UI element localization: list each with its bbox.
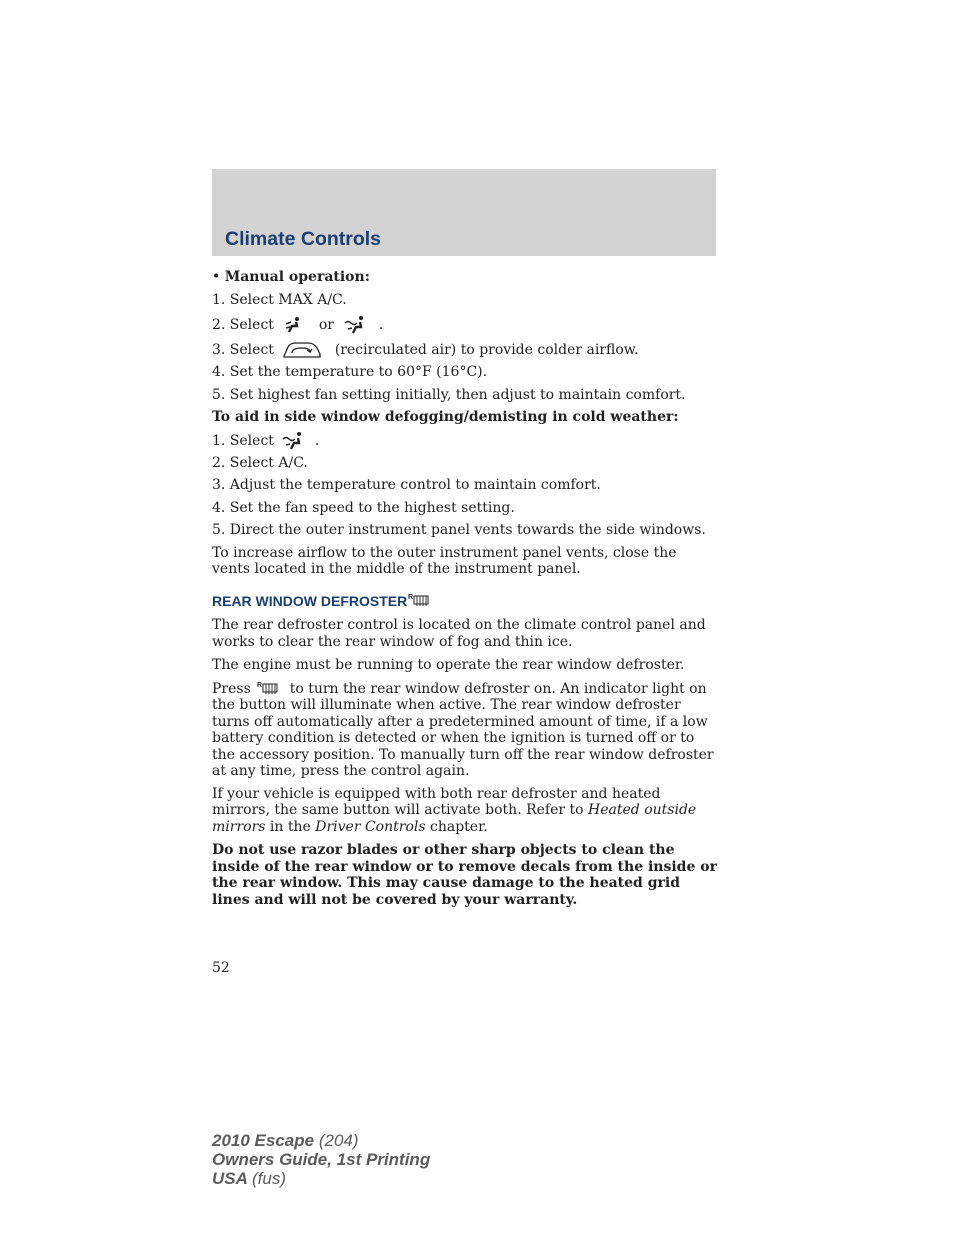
manual-operation-heading xyxy=(212,269,718,286)
document-footer xyxy=(212,1131,430,1188)
rear-defroster-paragraph-4: If your vehicle is equipped with both rear defroster and heated mirrors, the same button will activate both. Refer to Heated outside mirrors in the Driver Controls chapter. xyxy=(212,785,697,835)
rear-defrost-icon xyxy=(408,593,430,607)
manual-step-5: 5. Set highest fan setting initially, then adjust to maintain comfort. xyxy=(212,386,686,403)
side-step-4: 4. Set the fan speed to the highest setting. xyxy=(212,499,515,516)
page-content xyxy=(212,268,718,908)
side-step-1: 1. Select . xyxy=(212,432,320,449)
rear-defroster-heading: REAR WINDOW DEFROSTER R xyxy=(212,593,718,610)
rear-defroster-paragraph-3: Press R to turn the rear window defroster on. An indicator light on the button will illuminate when active. The rear window defroster turns off automatically after a predetermined amount of time, if a low battery condition is detected or when the ignition is turned off or to the accessory position. To manually turn off the rear window defroster at any time, press the control again. xyxy=(212,680,714,779)
side-step-5: 5. Direct the outer instrument panel vents towards the side windows. xyxy=(212,522,706,538)
page-number: 52 xyxy=(212,960,230,976)
section-header-band xyxy=(212,169,716,256)
bullet: • xyxy=(212,269,221,285)
footer-line-1: 2010 Escape (204) xyxy=(212,1131,359,1150)
rear-defrost-icon xyxy=(257,681,279,695)
rear-defroster-paragraph-1: The rear defroster control is located on the climate control panel and works to clear the rear window of fog and thin ice. xyxy=(212,617,706,650)
heated-mirrors-reference: Heated outside mirrors xyxy=(212,802,697,835)
floor-defrost-airflow-icon xyxy=(282,431,304,451)
side-step-3: 3. Adjust the temperature control to maintain comfort. xyxy=(212,477,601,493)
manual-step-3: 3. Select (recirculated air) to provide colder airflow. xyxy=(212,342,639,358)
svg-text:R: R xyxy=(257,681,263,689)
recirculated-air-icon xyxy=(282,340,322,360)
side-window-heading: To aid in side window defogging/demisting in cold weather: xyxy=(212,409,679,425)
rear-defroster-paragraph-2: The engine must be running to operate the rear window defroster. xyxy=(212,657,685,673)
footer-line-3: USA (fus) xyxy=(212,1169,286,1188)
manual-step-2: 2. Select or . xyxy=(212,317,384,333)
side-step-2: 2. Select A/C. xyxy=(212,454,308,471)
razor-blade-warning: Do not use razor blades or other sharp objects to clean the inside of the rear window or to remove decals from the inside or the rear window. This may cause damage to the heated grid lines and will not be covered by your warranty. xyxy=(212,842,717,908)
floor-defrost-airflow-icon xyxy=(344,315,366,335)
manual-step-4: 4. Set the temperature to 60°F (16°C). xyxy=(212,364,488,380)
manual-operation-label: Manual operation: xyxy=(224,269,370,285)
floor-panel-airflow-icon xyxy=(284,316,302,334)
side-window-note: To increase airflow to the outer instrument panel vents, close the vents located in the middle of the instrument panel. xyxy=(212,544,677,577)
svg-text:R: R xyxy=(408,593,414,601)
driver-controls-reference: Driver Controls xyxy=(315,818,426,835)
manual-step-1: 1. Select MAX A/C. xyxy=(212,291,347,308)
page-title: Climate Controls xyxy=(225,228,382,250)
footer-line-2: Owners Guide, 1st Printing xyxy=(212,1150,431,1169)
